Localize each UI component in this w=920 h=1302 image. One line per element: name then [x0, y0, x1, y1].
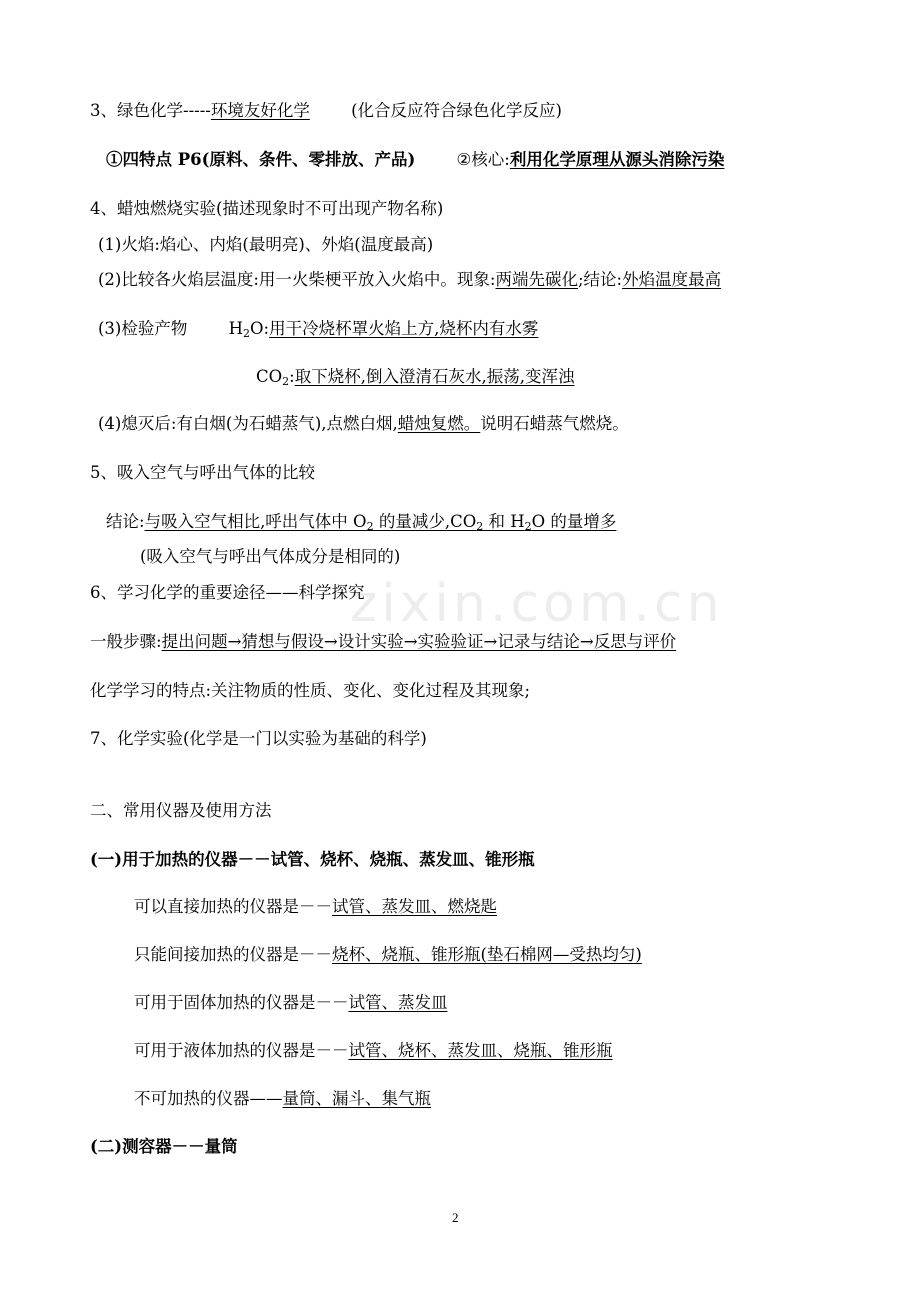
indirect-heat-line [134, 944, 642, 966]
no-heat-line [134, 1088, 431, 1110]
s4-test-label: (3)检验产物 [98, 319, 188, 338]
section-7-title: 7、化学实验(化学是一门以实验为基础的科学) [90, 729, 427, 748]
s4-compare [98, 269, 721, 291]
s5-note: (吸入空气与呼出气体成分是相同的) [140, 547, 401, 566]
s4-co2-line [256, 366, 574, 388]
liquid-heat-label: 可用于液体加热的仪器是－－ [134, 1041, 349, 1060]
liquid-heat-items: 试管、烧杯、蒸发皿、烧瓶、锥形瓶 [348, 1041, 613, 1060]
liquid-heat-line [134, 1040, 613, 1062]
solid-heat-items: 试管、蒸发皿 [348, 993, 448, 1012]
indirect-heat-label: 只能间接加热的仪器是－－ [134, 945, 332, 964]
part-2-title: 二、常用仪器及使用方法 [90, 801, 272, 820]
page-number: 2 [452, 1210, 459, 1225]
section-4-title: 4、蜡烛燃烧实验(描述现象时不可出现产物名称) [90, 199, 444, 218]
s3-core-label: ②核心: [456, 150, 510, 169]
direct-heat-line [134, 896, 497, 918]
s4-compare-prefix: (2)比较各火焰层温度:用一火柴梗平放入火焰中。现象: [98, 270, 496, 289]
s4-h2o-formula: $H_2O$: [228, 319, 270, 340]
s4-extinguish-end: 说明石蜡蒸气燃烧。 [480, 414, 629, 433]
section-3-title [90, 100, 562, 122]
s4-extinguish-u: 蜡烛复燃。 [397, 414, 481, 433]
s4-h2o-text: 用干冷烧杯罩火焰上方,烧杯内有水雾 [269, 319, 539, 338]
s4-co2-formula: $CO_2$: [256, 367, 295, 388]
s6-steps-label: 一般步骤: [90, 632, 162, 651]
s5-conclusion [106, 511, 616, 533]
s4-co2-text: 取下烧杯,倒入澄清石灰水,振荡,变浑浊 [294, 367, 575, 386]
measure-title: (二)测容器－－量筒 [90, 1137, 238, 1156]
heat-instruments-title: (一)用于加热的仪器－－试管、烧杯、烧瓶、蒸发皿、锥形瓶 [90, 850, 535, 869]
s4-extinguish-prefix: (4)熄灭后:有白烟(为石蜡蒸气),点燃白烟, [98, 414, 398, 433]
section-5-title: 5、吸入空气与呼出气体的比较 [90, 463, 315, 482]
s4-compare-phen: 两端先碳化 [495, 270, 578, 289]
s6-steps: 提出问题→猜想与假设→设计实验→实验验证→记录与结论→反思与评价 [161, 632, 677, 651]
s3-prefix: 3、绿色化学----- [90, 101, 211, 120]
no-heat-items: 量筒、漏斗、集气瓶 [282, 1089, 431, 1108]
s4-compare-mid: ;结论: [578, 270, 623, 289]
s3-note: (化合反应符合绿色化学反应) [351, 101, 562, 120]
s4-flame: (1)火焰:焰心、内焰(最明亮)、外焰(温度最高) [98, 235, 434, 254]
s3-features-line [106, 149, 724, 171]
direct-heat-label: 可以直接加热的仪器是－－ [134, 897, 332, 916]
s4-test-line [98, 318, 538, 340]
s3-features: ①四特点 P6(原料、条件、零排放、产品) [106, 150, 416, 169]
solid-heat-line [134, 992, 448, 1014]
s3-core: 利用化学原理从源头消除污染 [509, 150, 725, 169]
watermark: zixin.com.cn [350, 574, 724, 634]
s4-extinguish [98, 413, 629, 435]
s4-compare-concl: 外焰温度最高 [622, 270, 722, 289]
s3-term: 环境友好化学 [210, 101, 310, 120]
section-6-title: 6、学习化学的重要途径——科学探究 [90, 583, 365, 602]
solid-heat-label: 可用于固体加热的仪器是－－ [134, 993, 349, 1012]
no-heat-label: 不可加热的仪器—— [134, 1089, 283, 1108]
s5-concl-label: 结论: [106, 512, 145, 531]
s6-steps-line [90, 631, 676, 653]
s6-features: 化学学习的特点:关注物质的性质、变化、变化过程及其现象; [90, 681, 531, 700]
indirect-heat-items: 烧杯、烧瓶、锥形瓶(垫石棉网—受热均匀) [332, 945, 642, 964]
s5-concl-text: 与吸入空气相比,呼出气体中 $O_2$ 的量减少$,CO_2$ 和 $H_2O$ 的量增多 [144, 512, 617, 533]
direct-heat-items: 试管、蒸发皿、燃烧匙 [332, 897, 497, 916]
